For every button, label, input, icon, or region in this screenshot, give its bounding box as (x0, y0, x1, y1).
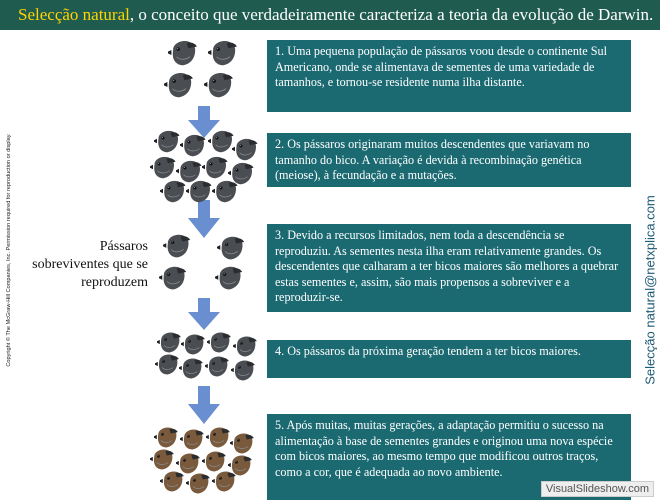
bird-head-icon (233, 334, 261, 358)
bird-head-icon (215, 264, 247, 291)
bird-group-1 (160, 36, 260, 104)
bird-head-icon (212, 469, 240, 493)
step-4-box: 4. Os pássaros da próxima geração tendem a ter bicos maiores. (267, 340, 631, 378)
side-watermark-text: Selecção natural@netxplica.com (642, 195, 658, 385)
step-3-box: 3. Devido a recursos limitados, nem toda a descendência se reproduziu. As sementes nesta ilha eram relativamente grandes. Os descendentes que calharam a ter bicos maiores são melhores a quebrar estas sementes e, assim, são mais propensos a sobreviver e a reproduzir-se. (267, 224, 631, 312)
bird-head-icon (212, 178, 242, 204)
bird-head-icon (217, 234, 249, 261)
title-bar (0, 0, 660, 30)
bird-group-3 (155, 232, 260, 302)
bird-head-icon (150, 447, 178, 471)
step-1-box: 1. Uma pequena população de pássaros voou desde o continente Sul Americano, onde se alimentava de sementes de uma variedade de tamanhos, e tornou-se residente numa ilha distante. (267, 40, 631, 112)
bird-head-icon (230, 431, 258, 455)
bird-head-icon (154, 425, 182, 449)
bird-head-icon (208, 38, 242, 67)
bird-group-5 (150, 425, 262, 495)
bird-head-icon (160, 469, 188, 493)
step-5-box: 5. Após muitas, muitas gerações, a adaptação permitiu o sucesso na alimentação à base de sementes grandes e originou uma nova espécie com bicos maiores, ao mesmo tempo que modificou outros traços, como a cor, que é adequada ao novo ambiente. (267, 414, 631, 500)
page-title (18, 5, 653, 25)
copyright-text: Copyright © The McGraw-Hill Companies, Inc. Permission required for reproduction or display. (6, 133, 12, 367)
bird-head-icon (207, 330, 235, 354)
bird-group-2 (150, 128, 262, 206)
bird-head-icon (179, 356, 207, 380)
down-arrow-4 (186, 386, 222, 424)
bird-head-icon (159, 264, 191, 291)
side-watermark (640, 165, 660, 415)
step-2-box: 2. Os pássaros originaram muitos descendentes que variavam no tamanho do bico. A variação é devida à recombinação genética (meiose), à fecundação e a mutações. (267, 133, 631, 187)
bird-head-icon (205, 354, 233, 378)
title-highlight: Selecção natural (18, 5, 130, 24)
bird-head-icon (186, 471, 214, 495)
bird-head-icon (168, 38, 202, 67)
title-rest: , o conceito que verdadeiramente caracteriza a teoria da evolução de Darwin. (129, 5, 654, 24)
bird-head-icon (180, 427, 208, 451)
bird-head-icon (164, 70, 198, 99)
down-arrow-3 (186, 298, 222, 330)
bird-head-icon (232, 136, 262, 162)
visualslideshow-credit[interactable]: VisualSlideshow.com (541, 481, 654, 497)
bird-head-icon (204, 70, 238, 99)
bird-head-icon (231, 358, 259, 382)
bird-group-4 (155, 330, 265, 388)
copyright-notice (2, 95, 16, 405)
bird-head-icon (163, 232, 195, 259)
survivors-label: Pássaros sobreviventes que se reproduzem (32, 239, 148, 290)
bird-head-icon (181, 332, 209, 356)
